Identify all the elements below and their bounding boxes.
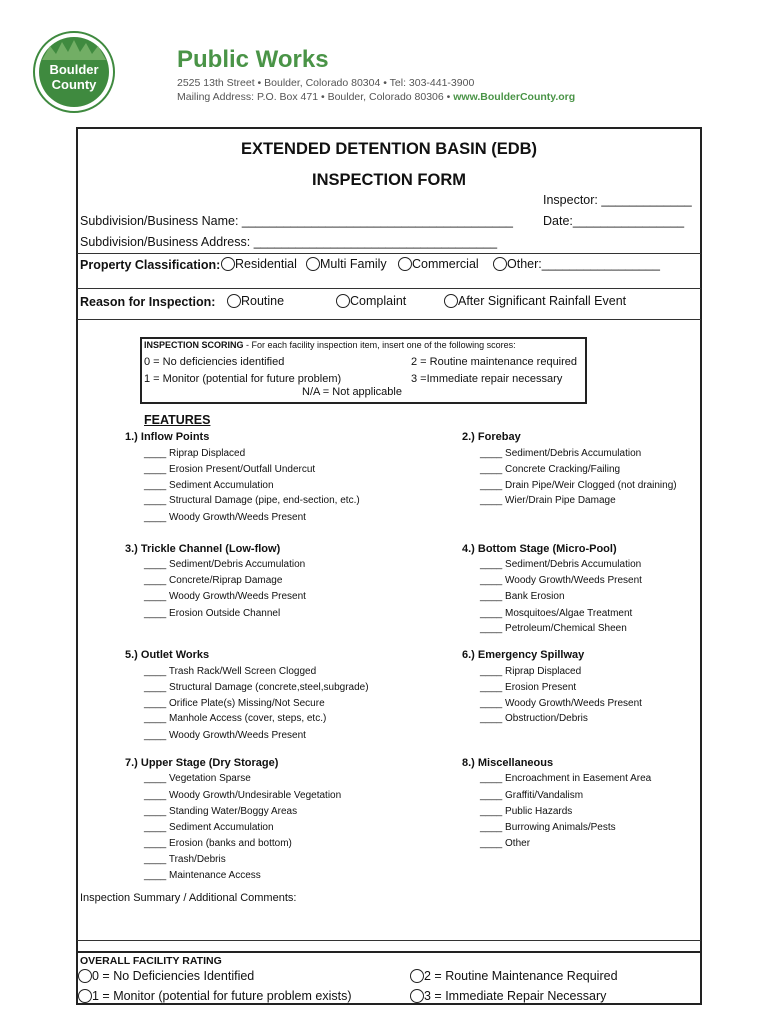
list-item[interactable]: ____ Mosquitoes/Algae Treatment bbox=[480, 608, 633, 619]
radio-icon[interactable] bbox=[78, 969, 92, 983]
form-title: EXTENDED DETENTION BASIN (EDB) bbox=[240, 140, 538, 158]
overall-rating-heading: OVERALL FACILITY RATING bbox=[80, 955, 222, 967]
list-item[interactable]: ____ Trash Rack/Well Screen Clogged bbox=[144, 666, 317, 677]
logo-text-boulder: Boulder bbox=[49, 62, 99, 77]
score-3: 3 =Immediate repair necessary bbox=[411, 373, 563, 385]
list-item[interactable]: ____ Standing Water/Boggy Areas bbox=[144, 806, 298, 817]
section-title: 8.) Miscellaneous bbox=[462, 757, 554, 769]
divider bbox=[77, 940, 701, 941]
list-item[interactable]: ____ Sediment Accumulation bbox=[144, 480, 274, 491]
property-option-multi-family[interactable]: Multi Family bbox=[306, 257, 387, 271]
radio-icon[interactable] bbox=[493, 257, 507, 271]
section-title: 6.) Emergency Spillway bbox=[462, 649, 585, 661]
reason-option-routine[interactable]: Routine bbox=[227, 294, 284, 308]
overall-option-1[interactable]: 1 = Monitor (potential for future problem exists) bbox=[78, 989, 352, 1003]
radio-icon[interactable] bbox=[336, 294, 350, 308]
section-title: 5.) Outlet Works bbox=[125, 649, 210, 661]
list-item[interactable]: ____ Sediment Accumulation bbox=[144, 822, 274, 833]
list-item[interactable]: ____ Erosion Present/Outfall Undercut bbox=[144, 464, 316, 475]
street-address: 2525 13th Street • Boulder, Colorado 80304 • Tel: 303-441-3900 bbox=[177, 77, 475, 89]
list-item[interactable]: ____ Concrete Cracking/Failing bbox=[480, 464, 621, 475]
overall-option-2[interactable]: 2 = Routine Maintenance Required bbox=[410, 969, 618, 983]
list-item[interactable]: ____ Riprap Displaced bbox=[480, 666, 582, 677]
list-item[interactable]: ____ Structural Damage (concrete,steel,subgrade) bbox=[144, 682, 369, 693]
score-1: 1 = Monitor (potential for future problem) bbox=[144, 373, 342, 385]
list-item[interactable]: ____ Erosion (banks and bottom) bbox=[144, 838, 292, 849]
section-title: 3.) Trickle Channel (Low-flow) bbox=[125, 543, 281, 555]
inspector-field[interactable]: Inspector: _____________ bbox=[543, 193, 692, 207]
section-title: 7.) Upper Stage (Dry Storage) bbox=[125, 757, 279, 769]
radio-icon[interactable] bbox=[227, 294, 241, 308]
radio-icon[interactable] bbox=[78, 989, 92, 1003]
radio-icon[interactable] bbox=[410, 989, 424, 1003]
list-item[interactable]: ____ Vegetation Sparse bbox=[144, 773, 251, 784]
radio-icon[interactable] bbox=[444, 294, 458, 308]
features-heading: FEATURES bbox=[144, 413, 211, 427]
list-item[interactable]: ____ Sediment/Debris Accumulation bbox=[144, 559, 306, 570]
list-item[interactable]: ____ Woody Growth/Weeds Present bbox=[480, 698, 642, 709]
overall-option-0[interactable]: 0 = No Deficiencies Identified bbox=[78, 969, 254, 983]
overall-option-3[interactable]: 3 = Immediate Repair Necessary bbox=[410, 989, 606, 1003]
list-item[interactable]: ____ Wier/Drain Pipe Damage bbox=[480, 495, 616, 506]
list-item[interactable]: ____ Maintenance Access bbox=[144, 870, 261, 881]
radio-icon[interactable] bbox=[398, 257, 412, 271]
section-title: 2.) Forebay bbox=[462, 431, 521, 443]
list-item[interactable]: ____ Orifice Plate(s) Missing/Not Secure bbox=[144, 698, 325, 709]
list-item[interactable]: ____ Woody Growth/Undesirable Vegetation bbox=[144, 790, 342, 801]
scoring-intro: INSPECTION SCORING - For each facility inspection item, insert one of the following scores: bbox=[144, 340, 516, 350]
subdivision-address-field[interactable]: Subdivision/Business Address: ___________________________________ bbox=[80, 235, 498, 249]
list-item[interactable]: ____ Manhole Access (cover, steps, etc.) bbox=[144, 713, 327, 724]
subdivision-name-field[interactable]: Subdivision/Business Name: _______________________________________ bbox=[80, 214, 514, 228]
list-item[interactable]: ____ Bank Erosion bbox=[480, 591, 565, 602]
list-item[interactable]: ____ Woody Growth/Weeds Present bbox=[144, 512, 306, 523]
form-subtitle: INSPECTION FORM bbox=[311, 171, 466, 189]
property-option-other[interactable]: Other:_________________ bbox=[493, 257, 660, 271]
list-item[interactable]: ____ Erosion Present bbox=[480, 682, 577, 693]
list-item[interactable]: ____ Other bbox=[480, 838, 531, 849]
reason-label: Reason for Inspection: bbox=[80, 295, 216, 309]
list-item[interactable]: ____ Sediment/Debris Accumulation bbox=[480, 559, 642, 570]
radio-icon[interactable] bbox=[221, 257, 235, 271]
org-title: Public Works bbox=[177, 46, 329, 73]
property-classification-label: Property Classification: bbox=[80, 258, 221, 272]
list-item[interactable]: ____ Burrowing Animals/Pests bbox=[480, 822, 616, 833]
list-item[interactable]: ____ Encroachment in Easement Area bbox=[480, 773, 652, 784]
section-title: 1.) Inflow Points bbox=[125, 431, 210, 443]
section-title: 4.) Bottom Stage (Micro-Pool) bbox=[462, 543, 617, 555]
score-0: 0 = No deficiencies identified bbox=[144, 356, 285, 368]
list-item[interactable]: ____ Petroleum/Chemical Sheen bbox=[480, 623, 627, 634]
divider bbox=[77, 253, 701, 254]
property-option-residential[interactable]: Residential bbox=[221, 257, 297, 271]
list-item[interactable]: ____ Graffiti/Vandalism bbox=[480, 790, 584, 801]
summary-label: Inspection Summary / Additional Comments: bbox=[80, 892, 297, 904]
list-item[interactable]: ____ Riprap Displaced bbox=[144, 448, 246, 459]
divider bbox=[77, 951, 701, 953]
list-item[interactable]: ____ Trash/Debris bbox=[144, 854, 226, 865]
list-item[interactable]: ____ Woody Growth/Weeds Present bbox=[144, 591, 306, 602]
list-item[interactable]: ____ Woody Growth/Weeds Present bbox=[144, 730, 306, 741]
list-item[interactable]: ____ Obstruction/Debris bbox=[480, 713, 588, 724]
list-item[interactable]: ____ Concrete/Riprap Damage bbox=[144, 575, 283, 586]
score-2: 2 = Routine maintenance required bbox=[411, 356, 578, 368]
radio-icon[interactable] bbox=[410, 969, 424, 983]
list-item[interactable]: ____ Public Hazards bbox=[480, 806, 573, 817]
reason-option-complaint[interactable]: Complaint bbox=[336, 294, 406, 308]
list-item[interactable]: ____ Woody Growth/Weeds Present bbox=[480, 575, 642, 586]
divider bbox=[77, 319, 701, 320]
reason-option-rainfall[interactable]: After Significant Rainfall Event bbox=[444, 294, 626, 308]
divider bbox=[77, 288, 701, 289]
website-link[interactable]: www.BoulderCounty.org bbox=[453, 91, 576, 103]
list-item[interactable]: ____ Sediment/Debris Accumulation bbox=[480, 448, 642, 459]
logo-text-county: County bbox=[51, 77, 97, 92]
radio-icon[interactable] bbox=[306, 257, 320, 271]
score-na: N/A = Not applicable bbox=[302, 386, 402, 398]
property-option-commercial[interactable]: Commercial bbox=[398, 257, 479, 271]
mailing-address: Mailing Address: P.O. Box 471 • Boulder, Colorado 80306 • www.BoulderCounty.org bbox=[177, 91, 576, 103]
list-item[interactable]: ____ Drain Pipe/Weir Clogged (not draining) bbox=[480, 480, 677, 491]
boulder-county-logo bbox=[28, 30, 120, 114]
list-item[interactable]: ____ Structural Damage (pipe, end-section, etc.) bbox=[144, 495, 360, 506]
date-field[interactable]: Date:________________ bbox=[543, 214, 685, 228]
list-item[interactable]: ____ Erosion Outside Channel bbox=[144, 608, 281, 619]
